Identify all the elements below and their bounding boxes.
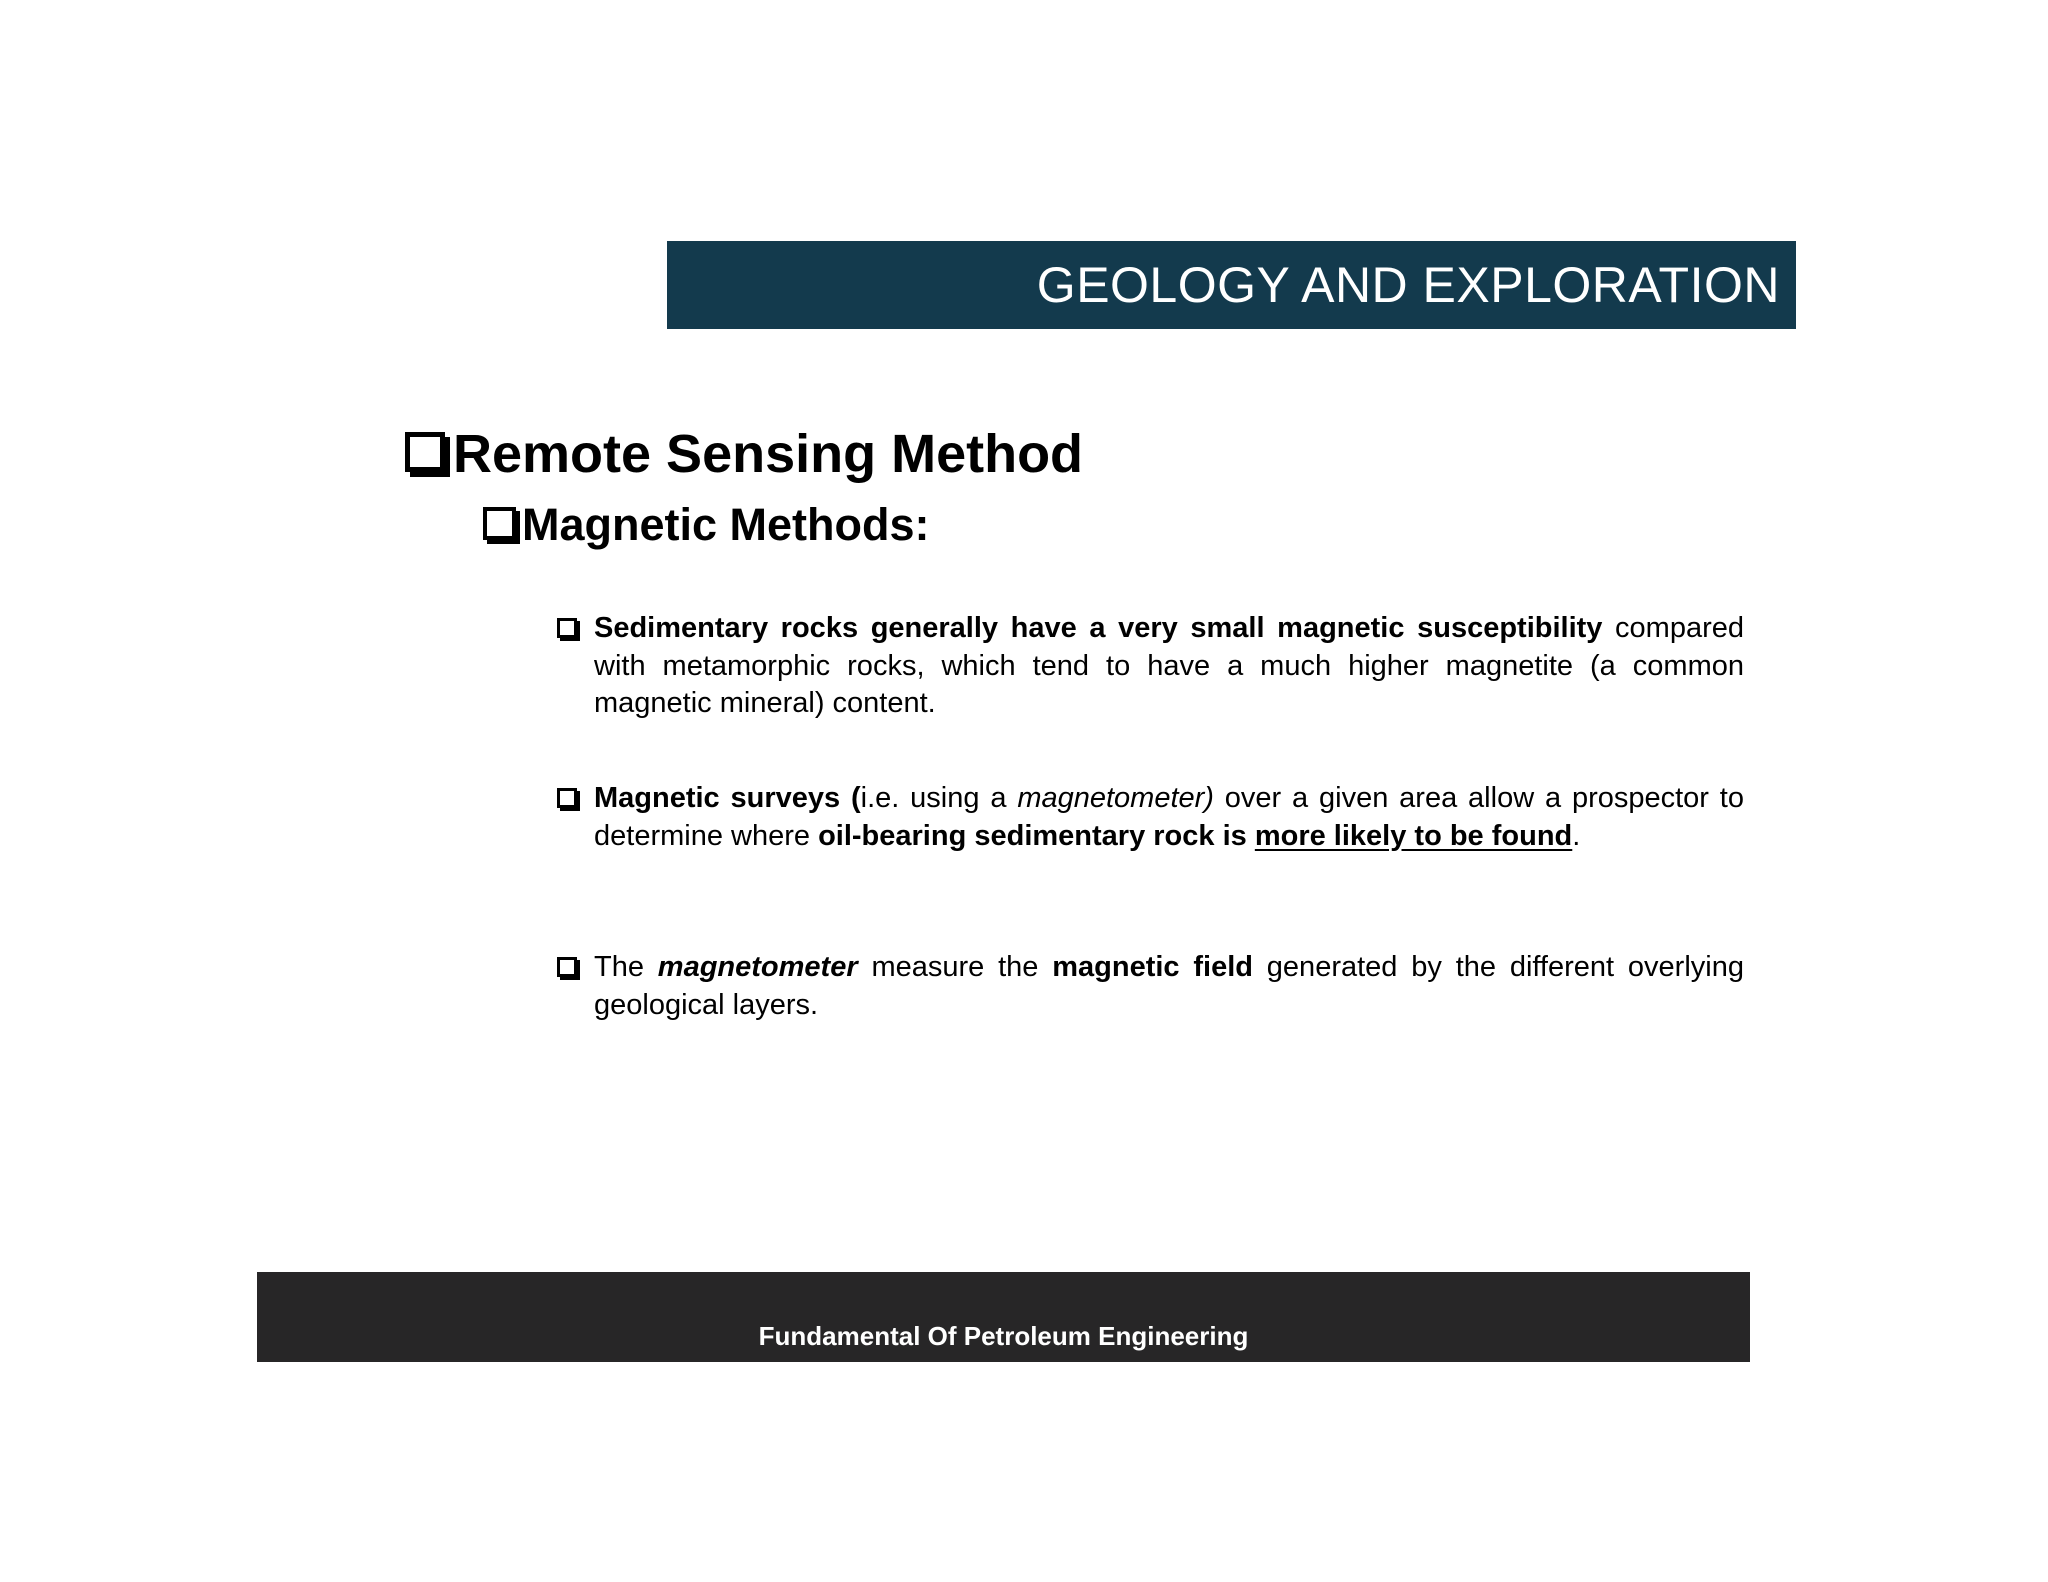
checkbox-square-icon bbox=[483, 507, 516, 540]
heading-level1-text: Remote Sensing Method bbox=[453, 424, 1084, 484]
bullet-bold-1: magnetic field bbox=[1052, 951, 1253, 983]
footer-text: Fundamental Of Petroleum Engineering bbox=[758, 1321, 1249, 1351]
bullet-text bbox=[557, 949, 1744, 1024]
bullet-text-1: The bbox=[594, 951, 658, 983]
header-band bbox=[667, 241, 1796, 329]
bullet-text-3: generated by the different overlying geological layers. bbox=[594, 951, 1744, 1021]
bullet-bold-underlined: more likely to be found bbox=[1254, 819, 1573, 852]
slide-title: GEOLOGY AND EXPLORATION bbox=[1036, 257, 1780, 313]
heading-level2-text: Magnetic Methods: bbox=[522, 499, 930, 550]
checkbox-square-icon bbox=[557, 618, 577, 638]
bullet-rest: compared with metamorphic rocks, which tend to have a much higher magnetite (a common magnetic mineral) content. bbox=[594, 612, 1745, 719]
heading-remote-sensing bbox=[405, 422, 1083, 486]
bullet-item-magnetic-surveys bbox=[557, 780, 1744, 855]
bullet-end: . bbox=[1572, 819, 1581, 852]
bullet-text bbox=[557, 610, 1744, 723]
checkbox-square-icon bbox=[405, 432, 445, 472]
bullet-text-2: over a given area allow a prospector to determine where bbox=[594, 782, 1744, 852]
checkbox-square-icon bbox=[557, 788, 577, 808]
bullet-item-magnetometer bbox=[557, 949, 1744, 1024]
bullet-bold-2: oil-bearing sedimentary rock is bbox=[818, 819, 1255, 852]
footer-band bbox=[257, 1272, 1750, 1362]
bullet-text-1: i.e. using a bbox=[860, 782, 1018, 814]
bullet-bold-lead: Magnetic surveys ( bbox=[594, 782, 861, 814]
bullet-bold-lead: Sedimentary rocks generally have a very small magnetic susceptibility bbox=[594, 612, 1603, 644]
bullet-text-2: measure the bbox=[857, 951, 1053, 983]
bullet-text bbox=[557, 780, 1744, 855]
bullet-bold-italic: magnetometer bbox=[657, 951, 858, 983]
heading-magnetic-methods bbox=[483, 498, 930, 552]
bullet-italic-1: magnetometer) bbox=[1017, 782, 1214, 814]
bullet-item-sedimentary bbox=[557, 610, 1744, 723]
checkbox-square-icon bbox=[557, 957, 577, 977]
